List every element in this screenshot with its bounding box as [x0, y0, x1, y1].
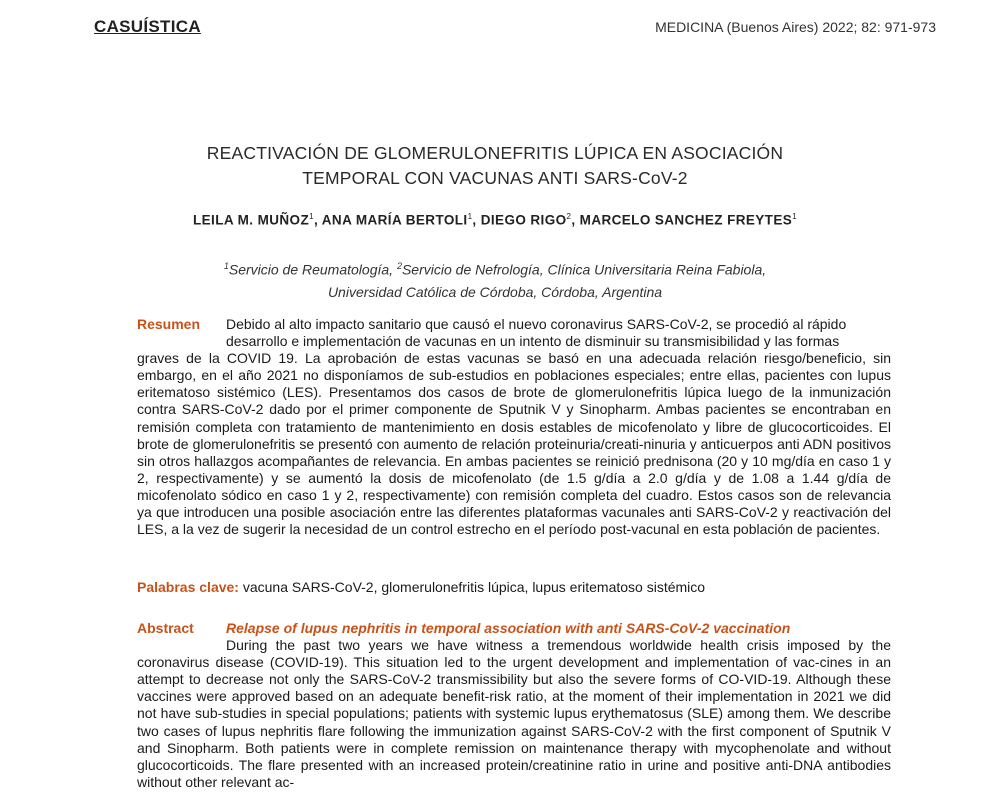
author-affiliation-mark: 1	[467, 212, 473, 221]
keywords-text: vacuna SARS-CoV-2, glomerulonefritis lúpica, lupus eritematoso sistémico	[238, 579, 706, 595]
author-affiliation-mark: 2	[566, 212, 572, 221]
abstract-heading	[137, 620, 891, 637]
author-name: LEILA M. MUÑOZ	[193, 212, 310, 228]
resumen-section	[137, 316, 891, 538]
resumen-body: graves de la COVID 19. La aprobación de estas vacunas se basó en una adecuada relación riesgo/beneficio, sin embargo, en el año 2021 no disponíamos de sub-estudios en poblaciones especiales; entre ellas, pacientes con lupus eritematoso sistémico (LES). Presentamos dos casos de brote de glomerulonefritis lúpica luego de la inmunización contra SARS-CoV-2 dado por el primer componente de Sputnik V y Sinopharm. Ambas pacientes se encontraban en remisión completa con tratamiento de mantenimiento en dosis estables de micofenolato y libre de glucocorticoides. El brote de glomerulonefritis se presentó con aumento de relación proteinuria/creati-ninuria y anticuerpos anti ADN positivos sin otros hallazgos acompañantes de relevancia. En ambas pacientes se reinició prednisona (20 y 10 mg/día en caso 1 y 2, respectivamente) y se aumentó la dosis de micofenolato (de 1.5 g/día a 2.0 g/día y de 1.08 a 1.44 g/día de micofenolato sódico en caso 1 y 2, respectivamente) con remisión completa del cuadro. Estos casos son de relevancia ya que introducen una posible asociación entre las diferentes plataformas vacunales anti SARS-CoV-2 y reactivación del LES, a la vez de sugerir la necesidad de un control estrecho en el período post-vacunal en esta población de pacientes.	[137, 350, 891, 538]
resumen-second-line: desarrollo e implementación de vacunas en un intento de disminuir su transmisibilidad y las formas	[226, 333, 840, 350]
author-name: MARCELO SANCHEZ FREYTES	[579, 212, 793, 228]
keywords-section	[137, 579, 891, 596]
affiliation-line-1	[0, 255, 990, 281]
affiliation-text: Servicio de Nefrología, Clínica Universitaria Reina Fabiola,	[401, 261, 767, 278]
author-separator: ,	[472, 212, 481, 228]
keywords-label: Palabras clave:	[137, 579, 239, 595]
affiliation-line-2: Universidad Católica de Córdoba, Córdoba, Argentina	[327, 283, 663, 300]
journal-reference: MEDICINA (Buenos Aires) 2022; 82: 971-973	[655, 19, 936, 35]
abstract-body: During the past two years we have witness a tremendous worldwide health crisis imposed by the coronavirus disease (COVID-19). This situation led to the urgent development and implementation of vac-cines in an attempt to decrease not only the SARS-CoV-2 transmissibility but also the severe forms of CO-VID-19. Although these vaccines were approved based on an adequate benefit-risk ratio, at the moment of their implementation in 2021 we did not have sub-studies in special populations; patients with systemic lupus erythematosus (SLE) among them. We describe two cases of lupus nephritis flare following the immunization against SARS-CoV-2 with the first component of Sputnik V and Sinopharm. Both patients were in complete remission on maintenance therapy with mycophenolate and without glucocorticoids. The flare presented with an increased protein/creatinine ratio in urine and positive anti-DNA antibodies without other relevant ac-	[137, 637, 891, 790]
abstract-label: Abstract	[137, 620, 194, 636]
author-separator: ,	[571, 212, 580, 228]
affiliation-mark: 1	[223, 261, 229, 271]
author-name: DIEGO RIGO	[480, 212, 567, 228]
author-separator: ,	[313, 212, 322, 228]
author-name: ANA MARÍA BERTOLI	[321, 212, 468, 228]
section-tag: CASUÍSTICA	[94, 17, 201, 36]
author-list	[0, 212, 990, 228]
abstract-section	[137, 620, 891, 791]
resumen-label: Resumen	[137, 316, 201, 332]
affiliation-mark: 2	[396, 261, 402, 271]
title-line-2: TEMPORAL CON VACUNAS ANTI SARS-CoV-2	[302, 168, 688, 188]
resumen-first-line	[137, 316, 891, 333]
affiliation-text: Servicio de Reumatología,	[228, 261, 397, 278]
resumen-first-line-text: Debido al alto impacto sanitario que causó el nuevo coronavirus SARS-CoV-2, se procedió al rápido	[226, 316, 847, 332]
title-line-1: REACTIVACIÓN DE GLOMERULONEFRITIS LÚPICA EN ASOCIACIÓN	[206, 143, 784, 163]
affiliations	[0, 255, 990, 303]
abstract-title: Relapse of lupus nephritis in temporal association with anti SARS-CoV-2 vaccination	[226, 620, 791, 636]
author-affiliation-mark: 1	[792, 212, 797, 221]
author-affiliation-mark: 1	[309, 212, 314, 221]
article-title	[0, 141, 990, 191]
